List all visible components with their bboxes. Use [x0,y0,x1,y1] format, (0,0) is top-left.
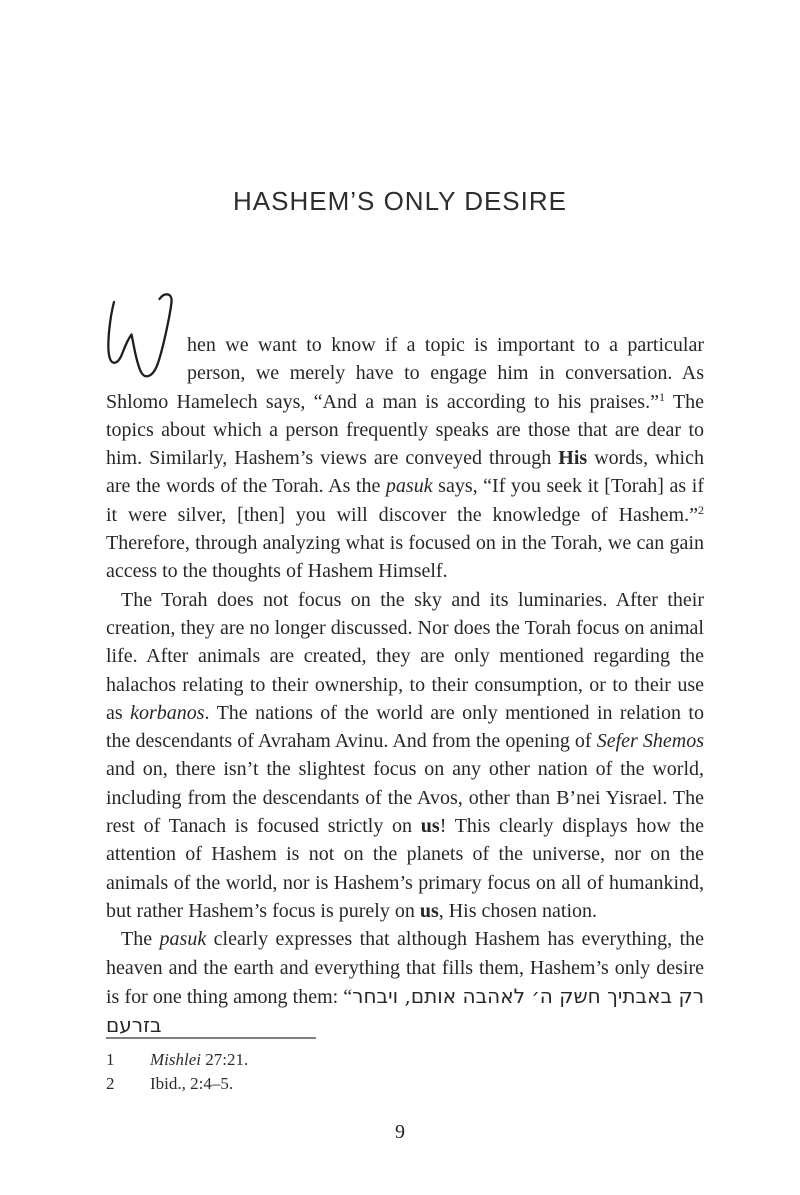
text-segment: , His chosen nation. [438,899,598,922]
paragraph-text [106,334,704,582]
page-number: 9 [395,1121,405,1143]
footnote-text [150,1072,704,1096]
drop-cap-w-glyph [106,291,178,385]
drop-cap-w [106,331,187,387]
text-segment: clearly expresses that although Hashem has everything, the heaven and the earth and everything that fills them, Hashem’s only desire is for one thing among them: “ [106,928,704,1008]
paragraph-1 [106,331,704,586]
text-segment: 27:21. [201,1050,249,1069]
text-segment: The [121,928,160,951]
text-segment: רק באבתיך חשק ה׳ לאהבה אותם, ויבחר בזרעם [106,983,704,1038]
paragraph-3 [106,925,704,1040]
footnote-text [150,1048,704,1072]
text-segment: pasuk [385,475,433,498]
footnote-marker: 1 [658,389,665,404]
text-segment: . The nations of the world are only mentioned in relation to the descendants of Avraham Avinu. And from the opening of [106,701,704,753]
chapter-title: HASHEM’S ONLY DESIRE [232,186,567,216]
text-segment: hen we want to know if a topic is important to a particular person, we merely have to engage him in conversation. As Shlomo Hamelech says, “And a man is according to his praises.” [106,334,704,413]
text-segment: Mishlei [150,1050,201,1069]
text-segment: The topics about which a person frequently speaks are those that are dear to him. Similarly, Hashem’s views are conveyed through [106,390,705,470]
footnote-2 [106,1072,704,1096]
footnote-marker: 2 [698,502,704,517]
footnote-number: 2 [106,1073,115,1093]
footnote-divider [106,1037,316,1039]
text-segment: Sefer Shemos [596,730,704,753]
footnote-1 [106,1048,704,1072]
text-segment: us [419,899,439,922]
paragraph-2 [106,586,704,926]
text-segment: says, “If you seek it [Torah] as if it were silver, [then] you will discover the knowledge of Hashem.” [106,475,704,526]
text-segment: words, which are the words of the Torah. As the [106,447,704,498]
footnotes [106,1037,704,1095]
text-segment: Therefore, through analyzing what is focused on in the Torah, we can gain access to the thoughts of Hashem Himself. [106,532,704,583]
text-segment: Ibid., 2:4–5. [150,1073,234,1093]
text-segment: and on, there isn’t the slightest focus on any other nation of the world, including from the descendants of the Avos, other than B’nei Yisrael. The rest of Tanach is focused strictly on [106,758,704,838]
body-text [106,331,704,1040]
text-segment: pasuk [159,928,207,951]
text-segment: korbanos [130,701,205,724]
footnote-number: 1 [106,1050,115,1069]
text-segment: ! This clearly displays how the attention of Hashem is not on the planets of the universe, nor on the animals of the world, nor is Hashem’s primary focus on all of humankind, but rather Hashem’s focus is purely on [106,815,704,922]
text-segment: His [558,447,588,470]
text-segment: The Torah does not focus on the sky and its luminaries. After their creation, they are no longer discussed. Nor does the Torah focus on animal life. After animals are created, they are only mentioned regarding the halachos relating to their ownership, to their consumption, or to their use as [106,588,704,724]
text-segment: us [420,815,440,838]
